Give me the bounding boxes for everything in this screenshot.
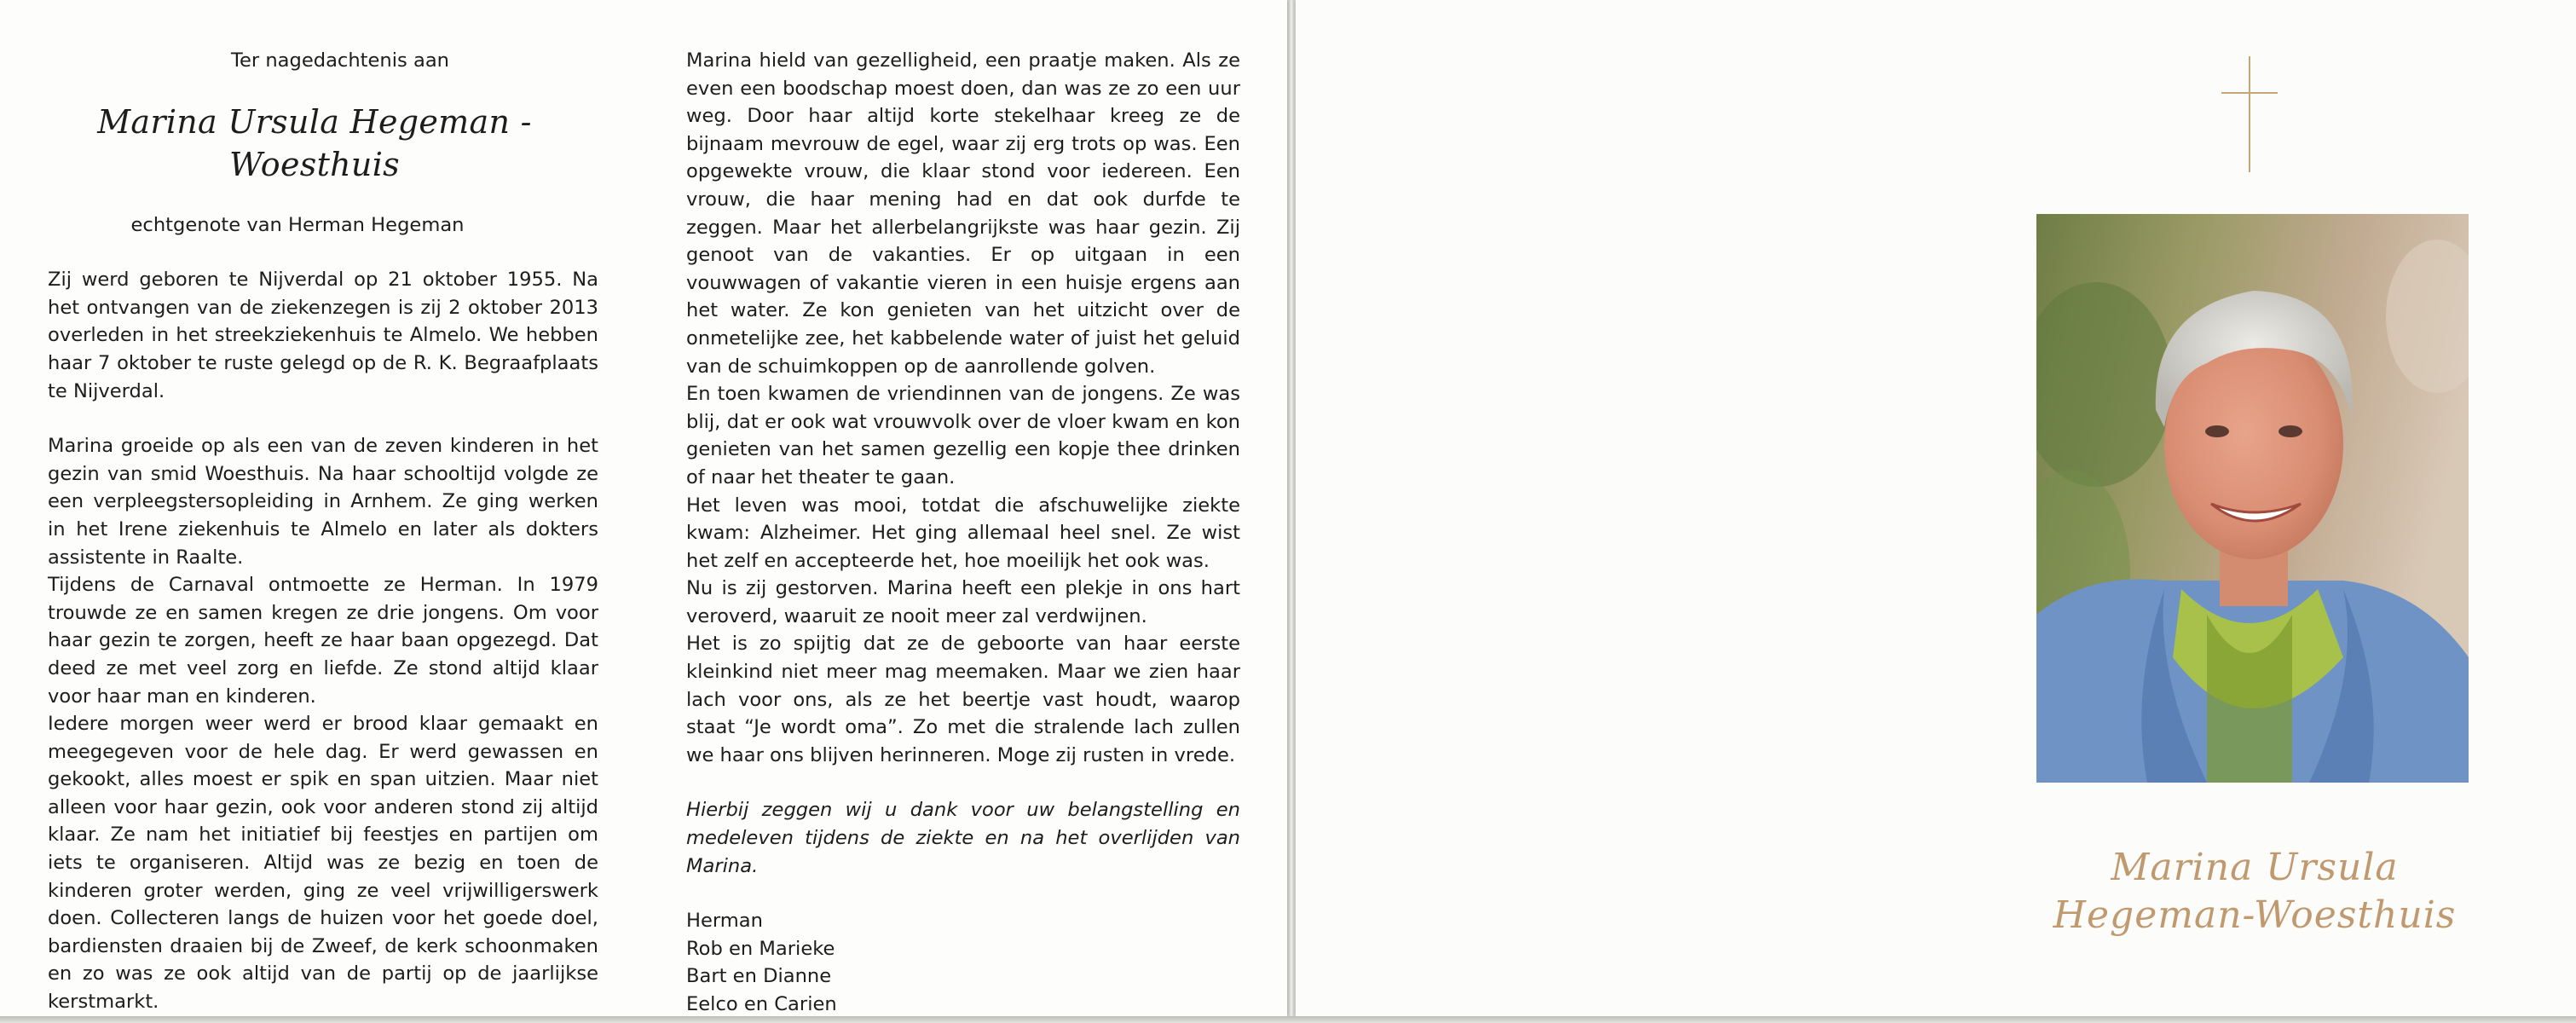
cover-name-line-2: Hegeman-Woesthuis [2053, 893, 2457, 937]
portrait-photo [2036, 214, 2469, 783]
card-fold [1289, 0, 1294, 1023]
youth-paragraph: Marina groeide op als een van de zeven kinderen in het gezin van smid Woesthuis. Na haar schooltijd volgde ze een verpleegstersopleiding in Arnhem. Ze ging werken in het Irene ziekenhuis te Almelo en later als dokters assistente in Raalte. [48, 435, 598, 569]
signature-line: Rob en Marieke [686, 937, 835, 960]
middle-panel [686, 47, 1240, 1019]
thanks-text: Hierbij zeggen wij u dank voor uw belangstelling en medeleven tijdens de ziekte en na het overlijden van Marina. [686, 799, 1240, 877]
family-life-paragraph: Iedere morgen weer werd er brood klaar gemaakt en meegegeven voor de hele dag. Er werd gewassen en gekookt, alles moest er spik en span uitzien. Maar niet alleen voor haar gezin, ook voor anderen stond zij altijd klaar. Ze nam het initiatief bij feestjes en partijen om iets te organiseren. Altijd was ze bezig en toen de kinderen groter werden, ging ze veel vrijwilligerswerk doen. Collecteren langs de huizen voor het goede doel, bardiensten draaien bij de Zweef, de kerk schoonmaken en zo was ze ook altijd van de partij op de jaarlijkse kerstmarkt. [48, 713, 598, 1014]
character-paragraph: Marina hield van gezelligheid, een praatje maken. Als ze even een boodschap moest doen, dan was ze zo een uur weg. Door haar altijd korte stekelhaar kreeg ze de bijnaam mevrouw de egel, waar zij erg trots op was. Een opgewekte vrouw, die klaar stond voor iedereen. Een vrouw, die haar mening had en dat ook durfde te zeggen. Maar het allerbelangrijkste was haar gezin. Zij genoot van de vakanties. Er op uitgaan in een vouwwagen of vakantie vieren in een huisje ergens aan het water. Ze kon genieten van het uitzicht over de onmetelijke zee, het kabbelende water of juist het geluid van de schuimkoppen op de aanrollende golven. [686, 49, 1240, 378]
illness-paragraph: Het leven was mooi, totdat die afschuwelijke ziekte kwam: Alzheimer. Het ging allemaal heel snel. Ze wist het zelf en accepteerde het, hoe moeilijk het ook was. [686, 494, 1240, 572]
card-bottom-edge [0, 1016, 2576, 1023]
passing-paragraph: Nu is zij gestorven. Marina heeft een plekje in ons hart veroverd, waaruit ze nooit meer zal verdwijnen. [686, 577, 1240, 627]
intro-text: Ter nagedachtenis aan [231, 49, 449, 72]
left-panel [48, 47, 598, 1016]
birth-death-paragraph: Zij werd geboren te Nijverdal op 21 oktober 1955. Na het ontvangen van de ziekenzegen is zij 2 oktober 2013 overleden in het streekziekenhuis te Almelo. We hebben haar 7 oktober te ruste gelegd op de R. K. Begraafplaats te Nijverdal. [48, 269, 598, 402]
signature-line: Herman [686, 910, 763, 933]
friends-paragraph: En toen kwamen de vriendinnen van de jongens. Ze was blij, dat er ook wat vrouwvolk over de vloer kwam en kon genieten van het samen gezellig een kopje thee drinken of naar het theater te gaan. [686, 383, 1240, 488]
signature-line: Bart en Dianne [686, 965, 832, 988]
spouse-text: echtgenote van Herman Hegeman [130, 213, 465, 236]
marriage-paragraph: Tijdens de Carnaval ontmoette ze Herman. In 1979 trouwde ze en samen kregen ze drie jongens. Om voor haar gezin te zorgen, heeft ze haar baan opgezegd. Dat deed ze met veel zorg en liefde. Ze stond altijd klaar voor haar man en kinderen. [48, 574, 598, 708]
cover-name-line-1: Marina Ursula [2111, 846, 2399, 889]
grandchild-paragraph: Het is zo spijtig dat ze de geboorte van haar eerste kleinkind niet meer mag meemaken. Maar we zien haar lach voor ons, als ze het beertje vast houdt, waarop staat “Je wordt oma”. Zo met die stralende lach zullen we haar ons blijven herinneren. Moge zij rusten in vrede. [686, 633, 1240, 766]
signature-line: Eelco en Carien [686, 993, 837, 1015]
deceased-name: Marina Ursula Hegeman - Woesthuis [97, 102, 532, 183]
cover-name [2012, 844, 2498, 939]
